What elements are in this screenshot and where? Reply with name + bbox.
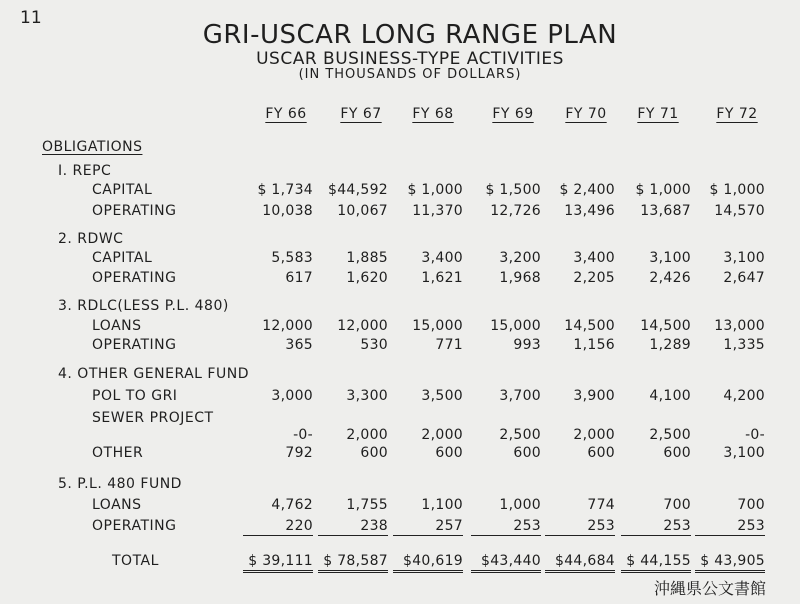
row-label: 5. P.L. 480 FUND bbox=[58, 476, 182, 492]
table-cell: 600 bbox=[587, 445, 615, 461]
table-cell: 3,400 bbox=[421, 250, 463, 266]
table-cell: 15,000 bbox=[412, 318, 463, 334]
table-cell: 14,500 bbox=[564, 318, 615, 334]
column-header: FY 72 bbox=[716, 106, 758, 122]
table-cell: 253 bbox=[695, 518, 765, 536]
table-cell: $ 2,400 bbox=[559, 182, 615, 198]
total-cell: $44,684 bbox=[545, 553, 615, 573]
table-cell: 11,370 bbox=[412, 203, 463, 219]
document-subtitle: USCAR BUSINESS-TYPE ACTIVITIES bbox=[256, 49, 564, 69]
table-cell: $ 1,000 bbox=[635, 182, 691, 198]
row-label: CAPITAL bbox=[92, 182, 153, 198]
table-cell: $ 1,000 bbox=[407, 182, 463, 198]
table-cell: 14,570 bbox=[714, 203, 765, 219]
row-label: 4. OTHER GENERAL FUND bbox=[58, 366, 249, 382]
table-cell: 14,500 bbox=[640, 318, 691, 334]
column-header: FY 69 bbox=[492, 106, 534, 122]
table-cell: 13,000 bbox=[714, 318, 765, 334]
table-cell: 4,762 bbox=[271, 497, 313, 513]
table-cell: 12,000 bbox=[262, 318, 313, 334]
table-cell: 12,000 bbox=[337, 318, 388, 334]
table-cell: 3,300 bbox=[346, 388, 388, 404]
table-cell: 600 bbox=[513, 445, 541, 461]
table-cell: 3,100 bbox=[649, 250, 691, 266]
row-label: LOANS bbox=[92, 497, 142, 513]
row-label: POL TO GRI bbox=[92, 388, 178, 404]
table-cell: 1,755 bbox=[346, 497, 388, 513]
table-cell: 2,500 bbox=[499, 427, 541, 443]
total-label: TOTAL bbox=[112, 553, 159, 569]
table-cell: 3,900 bbox=[573, 388, 615, 404]
table-cell: 1,620 bbox=[346, 270, 388, 286]
table-cell: $ 1,000 bbox=[709, 182, 765, 198]
table-cell: 1,621 bbox=[421, 270, 463, 286]
row-label: SEWER PROJECT bbox=[92, 410, 214, 426]
table-cell: $44,592 bbox=[328, 182, 388, 198]
column-header: FY 70 bbox=[565, 106, 607, 122]
row-label: 3. RDLC(LESS P.L. 480) bbox=[58, 298, 229, 314]
table-cell: 3,000 bbox=[271, 388, 313, 404]
table-cell: 2,000 bbox=[573, 427, 615, 443]
document-title: GRI-USCAR LONG RANGE PLAN bbox=[202, 20, 618, 50]
section-heading: OBLIGATIONS bbox=[42, 139, 143, 155]
table-cell: 2,426 bbox=[649, 270, 691, 286]
row-label: OPERATING bbox=[92, 270, 177, 286]
row-label: I. REPC bbox=[58, 163, 112, 179]
table-cell: 530 bbox=[360, 337, 388, 353]
table-cell: 2,500 bbox=[649, 427, 691, 443]
table-cell: 1,968 bbox=[499, 270, 541, 286]
table-cell: 2,205 bbox=[573, 270, 615, 286]
table-cell: 257 bbox=[393, 518, 463, 536]
table-cell: 253 bbox=[545, 518, 615, 536]
total-cell: $ 44,155 bbox=[621, 553, 691, 573]
row-label: OTHER bbox=[92, 445, 144, 461]
table-cell: 771 bbox=[435, 337, 463, 353]
table-cell: 4,100 bbox=[649, 388, 691, 404]
table-cell: 600 bbox=[663, 445, 691, 461]
table-cell: 600 bbox=[435, 445, 463, 461]
table-cell: 253 bbox=[621, 518, 691, 536]
table-cell: 774 bbox=[587, 497, 615, 513]
table-cell: 13,496 bbox=[564, 203, 615, 219]
table-cell: 2,000 bbox=[346, 427, 388, 443]
page-number: 11 bbox=[20, 8, 42, 28]
table-cell: 2,000 bbox=[421, 427, 463, 443]
total-cell: $40,619 bbox=[393, 553, 463, 573]
table-cell: 1,289 bbox=[649, 337, 691, 353]
table-cell: 617 bbox=[285, 270, 313, 286]
table-cell: -0- bbox=[745, 427, 765, 443]
table-cell: 15,000 bbox=[490, 318, 541, 334]
table-cell: 2,647 bbox=[723, 270, 765, 286]
table-cell: 1,885 bbox=[346, 250, 388, 266]
table-cell: 3,500 bbox=[421, 388, 463, 404]
table-cell: 3,100 bbox=[723, 250, 765, 266]
table-cell: 700 bbox=[737, 497, 765, 513]
table-cell: 220 bbox=[243, 518, 313, 536]
table-cell: $ 1,734 bbox=[257, 182, 313, 198]
table-cell: 1,100 bbox=[421, 497, 463, 513]
row-label: OPERATING bbox=[92, 518, 177, 534]
table-cell: 238 bbox=[318, 518, 388, 536]
table-cell: -0- bbox=[293, 427, 313, 443]
table-cell: 13,687 bbox=[640, 203, 691, 219]
table-cell: 1,000 bbox=[499, 497, 541, 513]
table-cell: 4,200 bbox=[723, 388, 765, 404]
row-label: OPERATING bbox=[92, 337, 177, 353]
table-cell: 600 bbox=[360, 445, 388, 461]
table-cell: 3,400 bbox=[573, 250, 615, 266]
table-cell: 1,335 bbox=[723, 337, 765, 353]
table-cell: 365 bbox=[285, 337, 313, 353]
table-cell: 5,583 bbox=[271, 250, 313, 266]
units-note: (IN THOUSANDS OF DOLLARS) bbox=[298, 67, 522, 82]
row-label: LOANS bbox=[92, 318, 142, 334]
total-cell: $ 78,587 bbox=[318, 553, 388, 573]
table-cell: 10,038 bbox=[262, 203, 313, 219]
table-cell: 1,156 bbox=[573, 337, 615, 353]
column-header: FY 67 bbox=[340, 106, 382, 122]
table-cell: 12,726 bbox=[490, 203, 541, 219]
table-cell: 993 bbox=[513, 337, 541, 353]
row-label: CAPITAL bbox=[92, 250, 153, 266]
total-cell: $43,440 bbox=[471, 553, 541, 573]
column-header: FY 66 bbox=[265, 106, 307, 122]
archive-stamp: 沖縄県公文書館 bbox=[653, 579, 766, 598]
column-header: FY 68 bbox=[412, 106, 454, 122]
table-cell: 792 bbox=[285, 445, 313, 461]
table-cell: 253 bbox=[471, 518, 541, 536]
table-cell: 3,700 bbox=[499, 388, 541, 404]
table-cell: 700 bbox=[663, 497, 691, 513]
table-cell: $ 1,500 bbox=[485, 182, 541, 198]
row-label: OPERATING bbox=[92, 203, 177, 219]
row-label: 2. RDWC bbox=[58, 231, 124, 247]
column-header: FY 71 bbox=[637, 106, 679, 122]
total-cell: $ 43,905 bbox=[695, 553, 765, 573]
table-cell: 3,100 bbox=[723, 445, 765, 461]
table-cell: 3,200 bbox=[499, 250, 541, 266]
table-cell: 10,067 bbox=[337, 203, 388, 219]
total-cell: $ 39,111 bbox=[243, 553, 313, 573]
